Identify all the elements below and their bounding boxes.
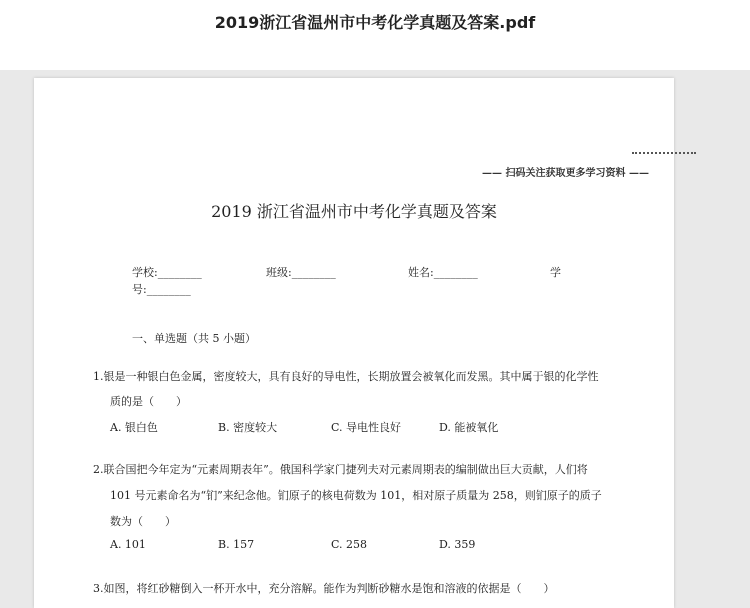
pdf-page bbox=[34, 78, 674, 608]
class-field: 班级:________ bbox=[266, 266, 336, 279]
question-1-option-b: B. 密度较大 bbox=[218, 421, 278, 434]
question-2-line-2: 101 号元素命名为“钔”来纪念他。钔原子的核电荷数为 101，相对原子质量为 258，则钔原子的质子 bbox=[110, 489, 602, 502]
promo-banner: —— 扫码关注获取更多学习资料 —— bbox=[482, 168, 649, 179]
section-heading: 一、单选题（共 5 小题） bbox=[132, 332, 256, 345]
school-field: 学校:________ bbox=[132, 266, 202, 279]
question-2-option-a: A. 101 bbox=[110, 538, 146, 551]
question-1-option-a: A. 银白色 bbox=[110, 421, 158, 434]
question-1-option-c: C. 导电性良好 bbox=[331, 421, 402, 434]
question-2-option-c: C. 258 bbox=[331, 538, 368, 551]
student-id-label-start: 学 bbox=[550, 266, 561, 279]
scan-mark bbox=[632, 152, 696, 157]
student-id-field: 号:________ bbox=[132, 283, 191, 296]
question-2-option-b: B. 157 bbox=[218, 538, 255, 551]
question-1-line-2: 质的是（ ） bbox=[110, 395, 187, 408]
question-1-option-d: D. 能被氧化 bbox=[439, 421, 499, 434]
question-2-line-3: 数为（ ） bbox=[110, 515, 176, 528]
question-2-option-d: D. 359 bbox=[439, 538, 476, 551]
document-title: 2019 浙江省温州市中考化学真题及答案 bbox=[211, 202, 497, 221]
question-2-line-1: 2.联合国把今年定为“元素周期表年”。俄国科学家门捷列夫对元素周期表的编制做出巨大贡献，人们将 bbox=[93, 463, 588, 476]
question-1-line-1: 1.银是一种银白色金属，密度较大，具有良好的导电性，长期放置会被氧化而发黑。其中属于银的化学性 bbox=[93, 370, 599, 383]
viewer-header bbox=[0, 0, 750, 70]
question-3-line-1: 3.如图，将红砂糖倒入一杯开水中，充分溶解。能作为判断砂糖水是饱和溶液的依据是（ ） bbox=[93, 582, 555, 595]
name-field: 姓名:________ bbox=[408, 266, 478, 279]
file-title: 2019浙江省温州市中考化学真题及答案.pdf bbox=[214, 13, 536, 32]
